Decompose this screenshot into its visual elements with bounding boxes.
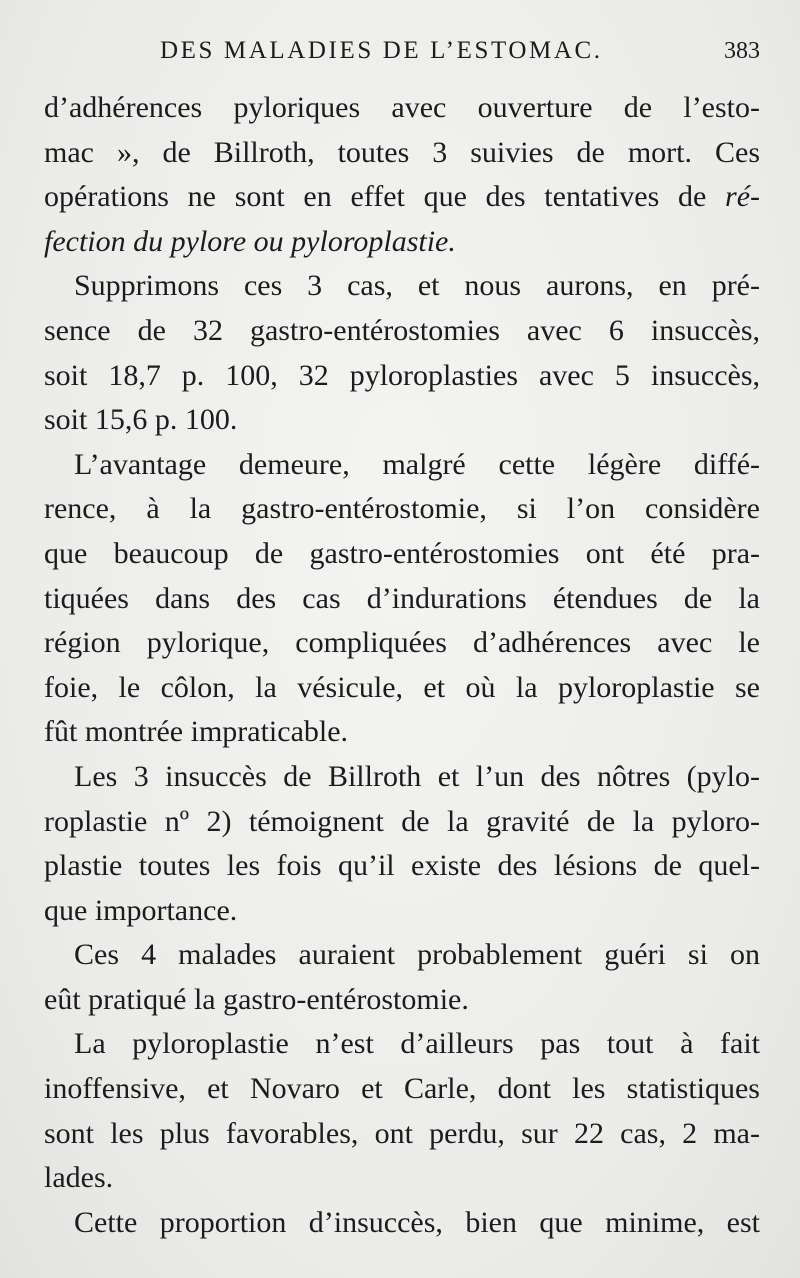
text-line: que beaucoup de gastro-entérostomies ont été pra- xyxy=(44,536,760,570)
text-line-roman: opérations ne sont en effet que des tentatives de xyxy=(44,180,707,214)
paragraph xyxy=(44,1022,760,1200)
text-line: sont les plus favorables, ont perdu, sur 22 cas, 2 ma- xyxy=(44,1116,760,1150)
text-line: fût montrée impraticable. xyxy=(44,715,349,749)
text-line: rence, à la gastro-entérostomie, si l’on considère xyxy=(44,492,760,526)
text-line: roplastie nº 2) témoignent de la gravité de la pyloro- xyxy=(44,804,760,838)
text-line: Les 3 insuccès de Billroth et l’un des nôtres (pylo- xyxy=(74,759,760,793)
text-line: La pyloroplastie n’est d’ailleurs pas tout à fait xyxy=(74,1027,760,1061)
text-line: foie, le côlon, la vésicule, et où la pyloroplastie se xyxy=(44,670,760,704)
page-header xyxy=(0,34,800,68)
text-line: que importance. xyxy=(44,893,238,927)
text-line xyxy=(44,175,760,220)
text-line-italic: ré- xyxy=(725,180,761,214)
body-text xyxy=(44,86,760,1245)
paragraph xyxy=(44,933,760,1022)
text-line: lades. xyxy=(44,1161,114,1195)
text-line: tiquées dans des cas d’indurations étendues de la xyxy=(44,581,760,615)
page-number: 383 xyxy=(724,38,760,64)
text-line: soit 15,6 p. 100. xyxy=(44,403,238,437)
paragraph xyxy=(44,1201,760,1246)
text-line: Cette proportion d’insuccès, bien que minime, est xyxy=(74,1205,760,1239)
paragraph xyxy=(44,86,760,264)
running-title: DES MALADIES DE L’ESTOMAC. xyxy=(160,37,603,64)
text-line: sence de 32 gastro-entérostomies avec 6 insuccès, xyxy=(44,313,760,347)
text-line: mac », de Billroth, toutes 3 suivies de mort. Ces xyxy=(44,135,760,169)
text-line: inoffensive, et Novaro et Carle, dont les statistiques xyxy=(44,1072,760,1106)
text-line: soit 18,7 p. 100, 32 pyloroplasties avec 5 insuccès, xyxy=(44,358,760,392)
paragraph xyxy=(44,443,760,755)
text-line: Supprimons ces 3 cas, et nous aurons, en pré- xyxy=(74,269,760,303)
text-line: plastie toutes les fois qu’il existe des lésions de quel- xyxy=(44,849,760,883)
text-line: fection du pylore ou pyloroplastie. xyxy=(44,224,456,258)
text-line: eût pratiqué la gastro-entérostomie. xyxy=(44,982,469,1016)
text-line: L’avantage demeure, malgré cette légère diffé- xyxy=(74,447,760,481)
paragraph xyxy=(44,264,760,442)
paragraph xyxy=(44,755,760,933)
text-line: région pylorique, compliquées d’adhérences avec le xyxy=(44,626,760,660)
text-line: d’adhérences pyloriques avec ouverture de l’esto- xyxy=(44,91,760,124)
text-line: Ces 4 malades auraient probablement guéri si on xyxy=(74,938,760,972)
